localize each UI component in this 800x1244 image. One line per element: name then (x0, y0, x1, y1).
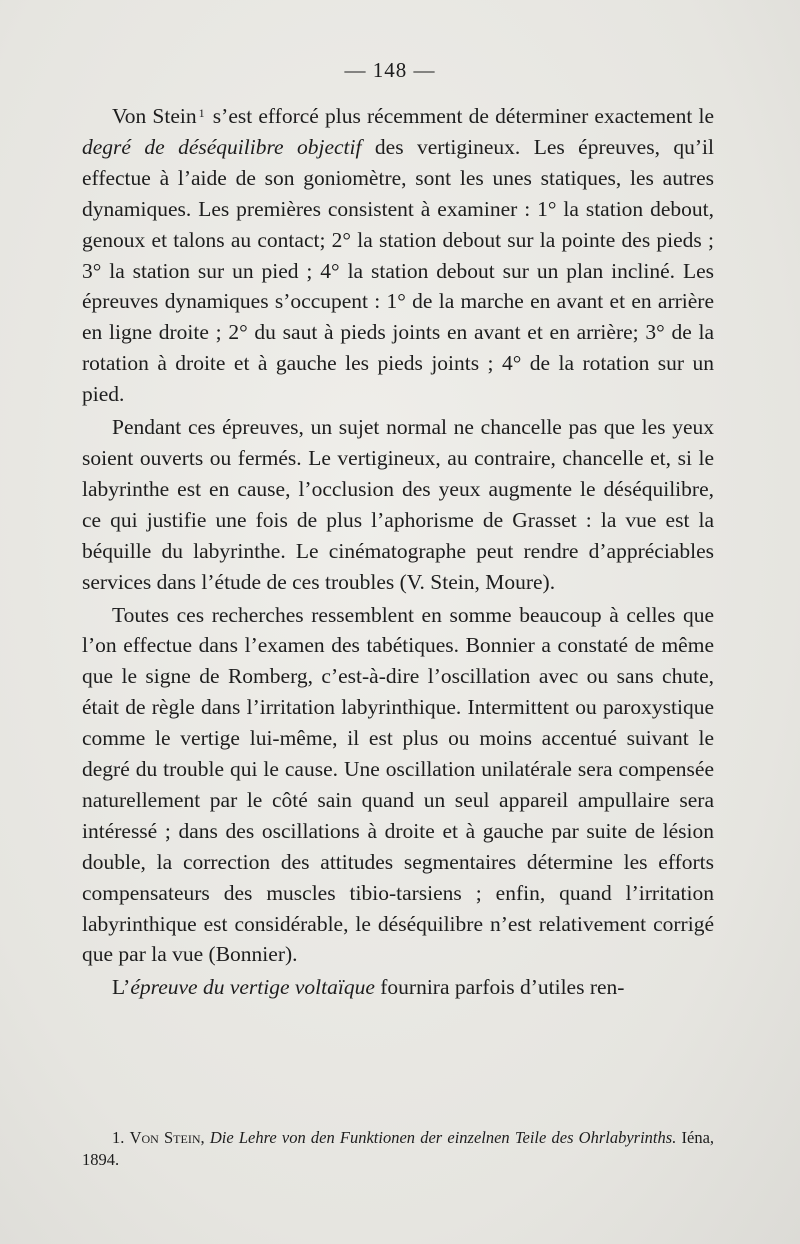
footnote-reference: 1 (198, 106, 205, 120)
paragraph-2: Pendant ces épreuves, un sujet normal ne chancelle pas que les yeux soient ouverts ou fermés. Le vertigineux, au contraire, chancelle et, si le labyrinthe est en cause, l’occlusion des yeux augmente le déséquilibre, ce qui justifie une fois de plus l’aphorisme de Grasset : la vue est la béquille du labyrinthe. Le cinématographe peut rendre d’appréciables services dans l’étude de ces troubles (V. Stein, Moure). (82, 415, 714, 594)
body-text (82, 98, 714, 1003)
paragraph-1-text-b: des vertigineux. Les épreuves, qu’il effectue à l’aide de son goniomètre, sont les unes statiques, les autres dynamiques. Les premières consistent à examiner : 1° la station debout, genoux et talons au contact; 2° la station debout sur la pointe des pieds ; 3° la station sur un pied ; 4° la station debout sur un plan incliné. Les épreuves dynamiques s’occupent : 1° de la marche en avant et en arrière en ligne droite ; 2° du saut à pieds joints en avant et en arrière; 3° de la rotation à droite et à gauche les pieds joints ; 4° de la rotation sur un pied. (82, 134, 714, 407)
footnotes (82, 1127, 714, 1171)
paragraph-1-emphasis: degré de déséquilibre objectif (82, 134, 362, 159)
footnote-rest: Iéna, 1894. (82, 1128, 715, 1169)
paragraph-4 (82, 972, 714, 1003)
paragraph-4-emphasis: épreuve du vertige voltaïque (130, 975, 375, 1000)
footnote-marker: 1. (112, 1128, 125, 1147)
paragraph-4-start: L’ (112, 975, 131, 1000)
paragraph-1 (82, 98, 714, 410)
paragraph-4-text: fournira parfois d’utiles ren- (374, 975, 625, 1000)
paragraph-1-text-a: s’est efforcé plus récemment de déterminer exactement le (206, 104, 715, 128)
footnote-author: Von Stein, (129, 1128, 205, 1147)
footnote-1 (82, 1127, 714, 1171)
page-number: — 148 — (344, 58, 436, 82)
footnote-title: Die Lehre von den Funktionen der einzelnen Teile des Ohrlabyrinths. (209, 1128, 677, 1147)
paragraph-3: Toutes ces recherches ressemblent en somme beaucoup à celles que l’on effectue dans l’examen des tabétiques. Bonnier a constaté de même que le signe de Romberg, c’est-à-dire l’oscillation avec ou sans chute, était de règle dans l’irritation labyrinthique. Intermittent ou paroxystique comme le vertige lui-même, il est plus ou moins accentué suivant le degré du trouble qui le cause. Une oscillation unilatérale sera compensée naturellement par le côté sain quand un seul appareil ampullaire sera intéressé ; dans des oscillations à droite et à gauche par suite de lésion double, la correction des attitudes segmentaires détermine les efforts compensateurs des muscles tibio-tarsiens ; enfin, quand l’irritation labyrinthique est considérable, le déséquilibre n’est relativement corrigé que par la vue (Bonnier). (82, 602, 714, 967)
paragraph-1-start: Von Stein (112, 104, 197, 128)
